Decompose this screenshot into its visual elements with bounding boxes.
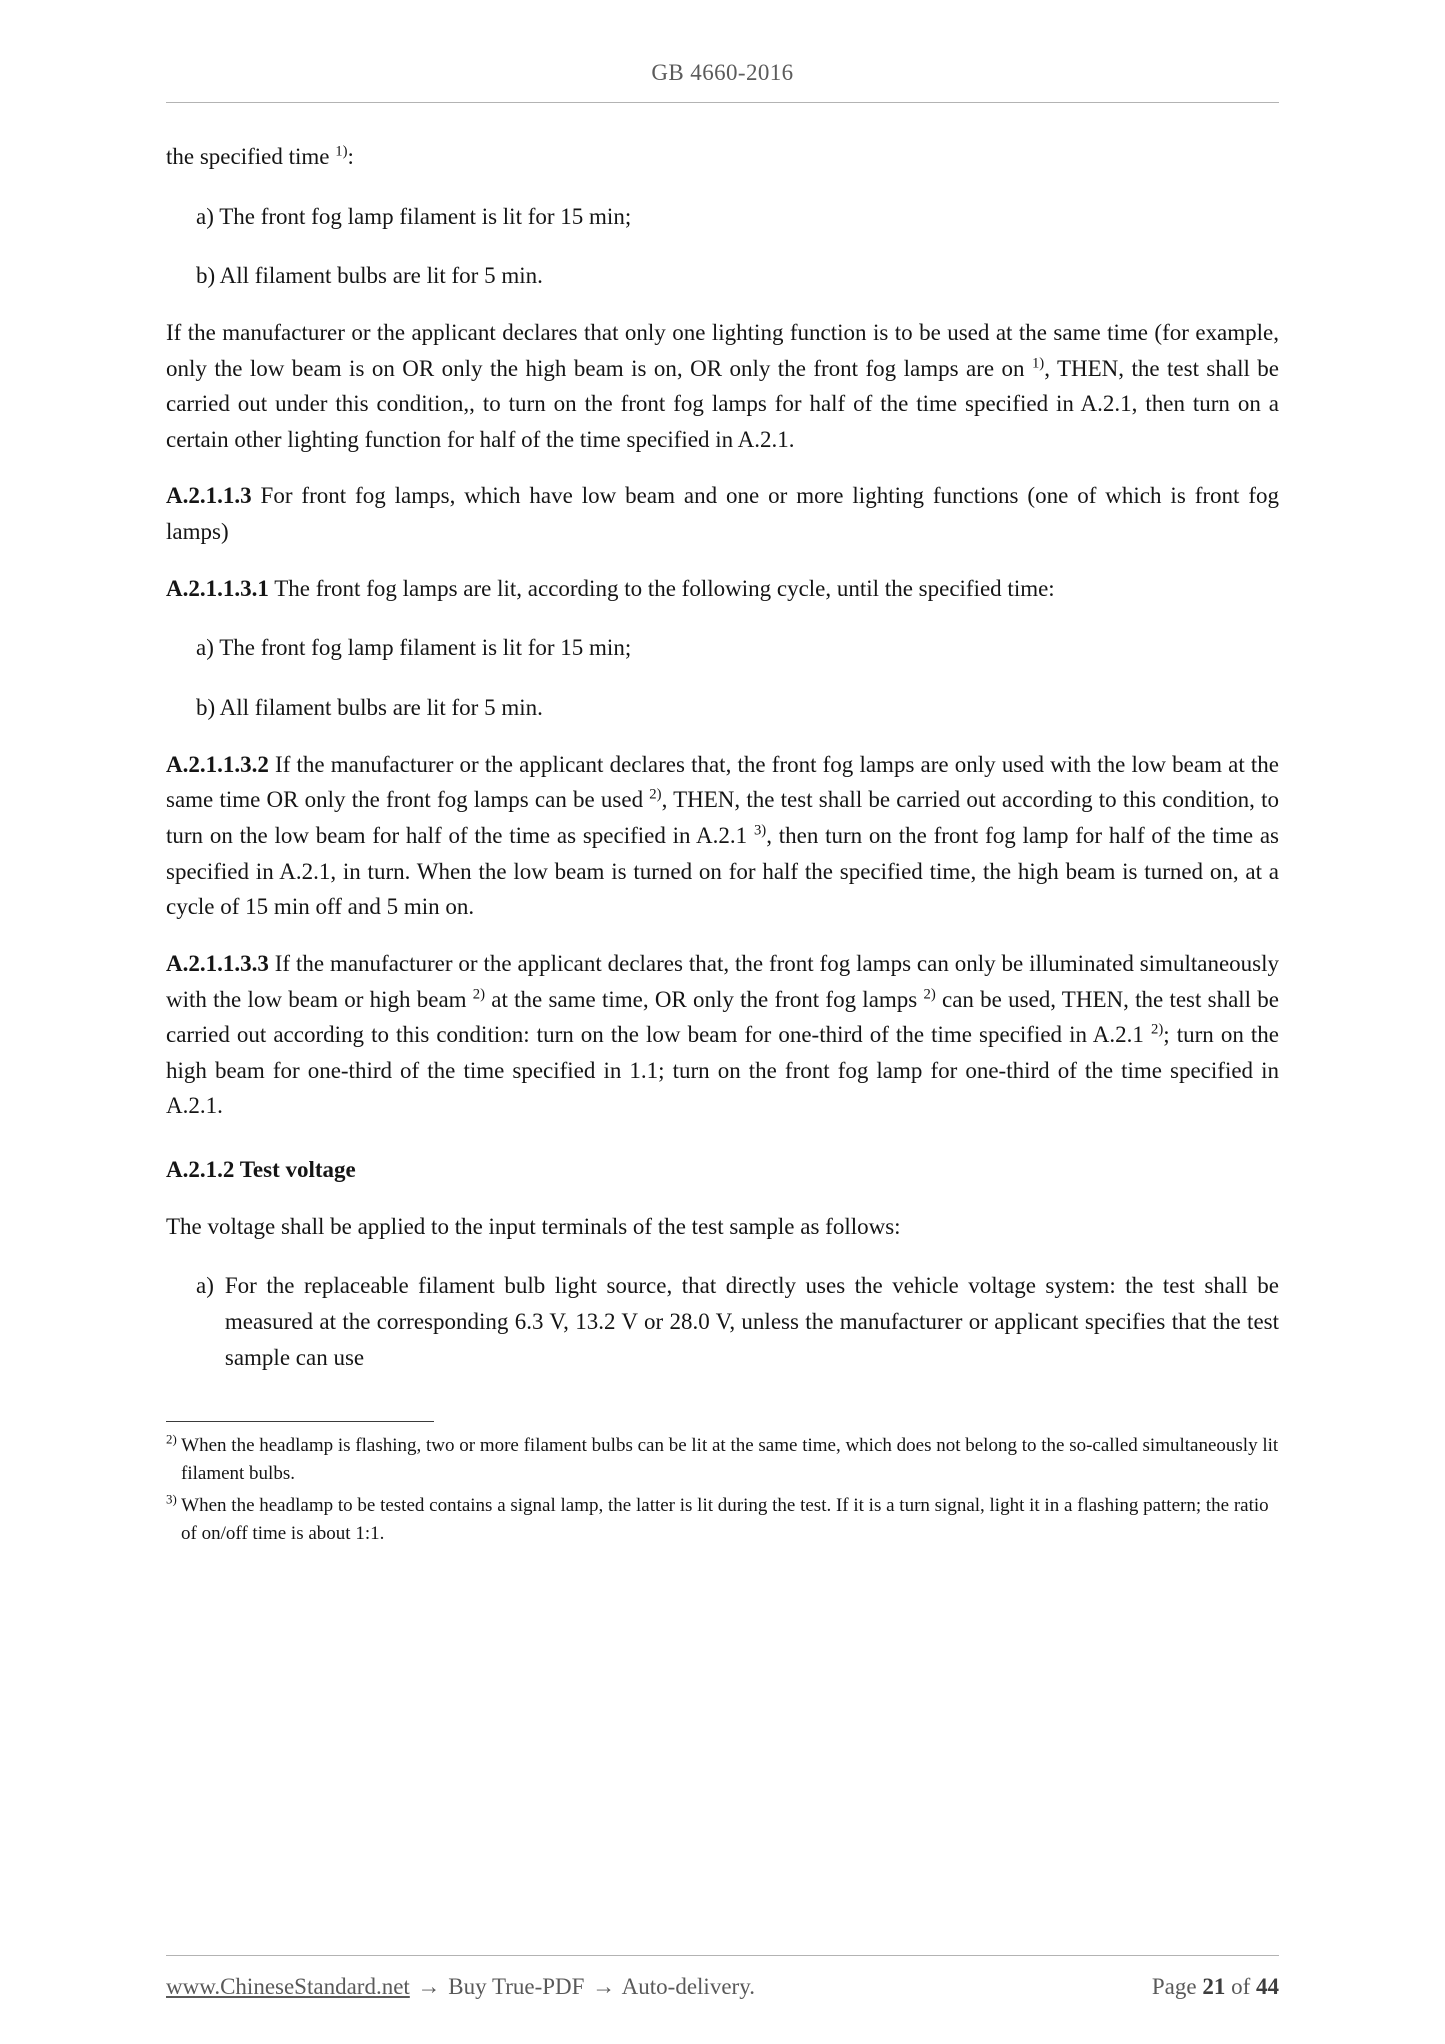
text-run: The front fog lamps are lit, according to the following cycle, until the specified time: (268, 575, 1055, 601)
text-run: the specified time (166, 144, 336, 169)
list-item-b: b) All filament bulbs are lit for 5 min. (196, 695, 543, 721)
list-item-a: a) The front fog lamp filament is lit for 15 min; (196, 635, 632, 661)
footnote-ref-1: 1) (335, 143, 348, 160)
page-label: Page (1151, 1974, 1197, 1999)
section-number: A.2.1.1.3 (166, 483, 252, 509)
text-run: can be used, THEN, the test shall be carried out according to this condition: turn on the low beam for one-third of the time specified in A.2.1 (166, 986, 1279, 1048)
buy-true-pdf-label: Buy True-PDF (448, 1974, 585, 1999)
document-footer (166, 1955, 1279, 2000)
footnote-text: When the headlamp is flashing, two or more filament bulbs can be lit at the same time, which does not belong to the so-called simultaneously lit filament bulbs. (176, 1435, 1279, 1484)
text-run: ; turn on the high beam for one-third of the time specified in 1.1; turn on the front fog lamp for one-third of the time specified in A.2.1. (166, 1022, 1279, 1119)
auto-delivery-label: Auto-delivery. (621, 1974, 755, 1999)
section-a211131 (166, 571, 1279, 607)
section-number: A.2.1.1.3.3 (166, 950, 269, 976)
text-run: For front fog lamps, which have low beam and one or more lighting functions (one of which is front fog lamps) (166, 483, 1279, 545)
footnote-ref-2: 2) (923, 985, 936, 1002)
section-heading-test-voltage: A.2.1.2 Test voltage (166, 1157, 356, 1183)
section-number: A.2.1.1.3.2 (166, 751, 269, 777)
total-page-number: 44 (1256, 1974, 1279, 1999)
text-run: , THEN, the test shall be carried out under this condition,, to turn on the front fog lamps for half of the time specified in A.2.1, then turn on a certain other lighting function for half of the time specified in A.2.1. (166, 355, 1279, 452)
website-link[interactable]: www.ChineseStandard.net (166, 1974, 410, 1999)
document-body (166, 115, 1279, 1547)
arrow-icon: → (592, 1974, 616, 1999)
footnote-divider (166, 1421, 434, 1422)
footnotes-section (166, 1421, 1279, 1547)
text-run: If the manufacturer or the applicant declares that only one lighting function is to be used at the same time (for example, only the low beam is on OR only the high beam is on, OR only the front fog lamps are on (166, 319, 1279, 381)
page-indicator (1152, 1974, 1279, 2000)
text-run: , THEN, the test shall be carried out according to this condition, to turn on the low beam for half of the time as specified in A.2.1 (166, 787, 1279, 848)
list-item-a-voltage (196, 1268, 1279, 1375)
text-run: : (347, 144, 354, 169)
section-number: A.2.1.1.3.1 (166, 575, 269, 601)
text-run: at the same time, OR only the front fog lamps (485, 986, 924, 1012)
footnote-ref-1: 1) (1031, 354, 1045, 371)
list-item-label: a) (196, 1273, 214, 1299)
header-divider (166, 102, 1279, 103)
standard-number: GB 4660-2016 (651, 60, 794, 85)
footnote-marker-2: 2) (166, 1431, 177, 1447)
current-page-number: 21 (1202, 1974, 1226, 1999)
text-run: , then turn on the front fog lamp for half of the time as specified in A.2.1, in turn. When the low beam is turned on for half the specified time, the high beam is turned on, at a cycle of 15 min off and 5 min on. (166, 822, 1280, 920)
footnote-3 (166, 1492, 1279, 1547)
footer-branding (166, 1974, 755, 2000)
footnote-ref-2: 2) (472, 985, 486, 1002)
footnote-text: When the headlamp to be tested contains a signal lamp, the latter is lit during the test. If it is a turn signal, light it in a flashing pattern; the ratio of on/off time is about 1:1. (176, 1495, 1269, 1544)
section-a211133 (166, 946, 1279, 1124)
footnote-ref-2: 2) (1150, 1021, 1164, 1038)
footnote-ref-2: 2) (649, 786, 662, 803)
text-run: If the manufacturer or the applicant declares that, the front fog lamps can only be illuminated simultaneously with the low beam or high beam (166, 950, 1279, 1012)
paragraph-declares (166, 315, 1279, 458)
paragraph-continued (166, 139, 1279, 175)
list-item-b: b) All filament bulbs are lit for 5 min. (196, 263, 543, 289)
section-a21113 (166, 478, 1279, 549)
of-label: of (1231, 1974, 1251, 1999)
list-item-text: For the replaceable filament bulb light source, that directly uses the vehicle voltage system: the test shall be measured at the corresponding 6.3 V, 13.2 V or 28.0 V, unless the manufacturer or applicant specifies that the test sample can use (224, 1273, 1279, 1370)
footnote-2 (166, 1432, 1279, 1487)
section-a211132 (166, 747, 1279, 925)
footnote-ref-3: 3) (753, 822, 767, 839)
text-run: If the manufacturer or the applicant declares that, the front fog lamps are only used with the low beam at the same time OR only the front fog lamps can be used (166, 751, 1279, 813)
list-item-a: a) The front fog lamp filament is lit for 15 min; (196, 203, 632, 229)
paragraph-voltage: The voltage shall be applied to the input terminals of the test sample as follows: (166, 1213, 901, 1239)
arrow-icon: → (417, 1974, 441, 1999)
footnote-marker-3: 3) (166, 1492, 177, 1508)
document-header (166, 60, 1279, 86)
